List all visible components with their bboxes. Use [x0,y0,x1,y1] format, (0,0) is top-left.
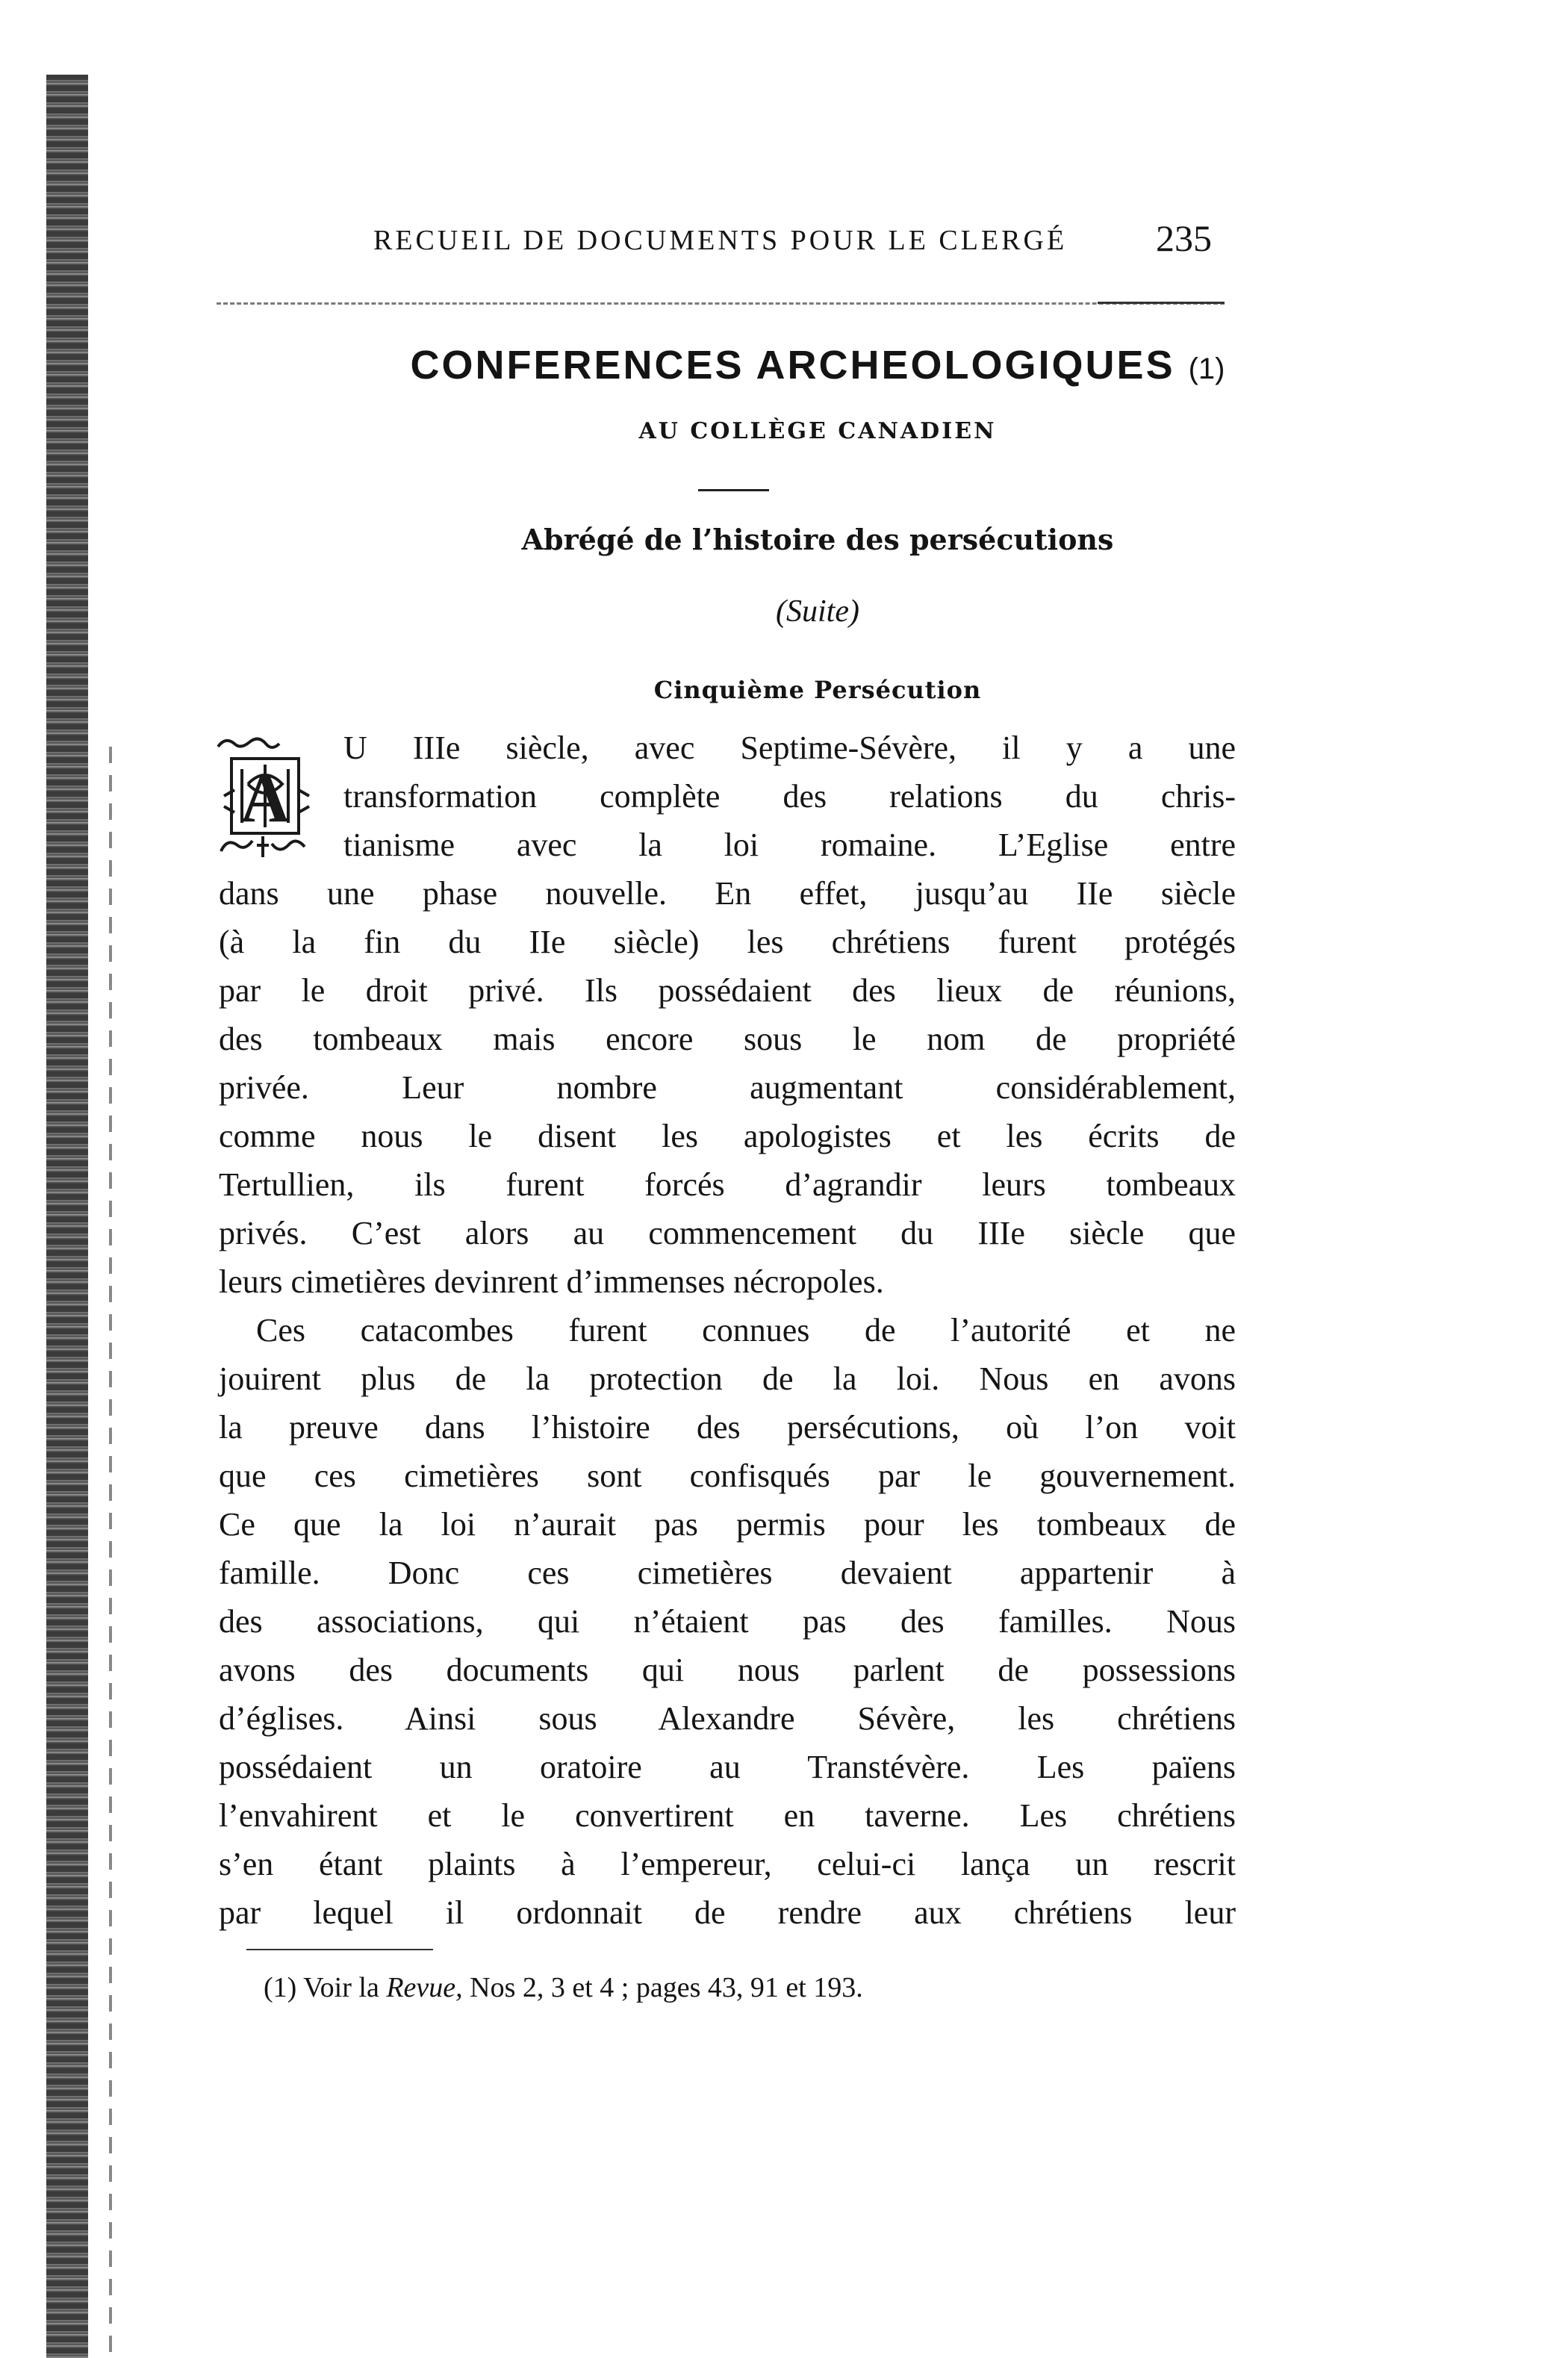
body-line: Ce que la loi n’aurait pas permis pour les tombeaux de [219,1506,1236,1543]
subtitle: AU COLLÈGE CANADIEN [638,418,997,444]
header-rule-segment [1098,302,1225,304]
body-line: dans une phase nouvelle. En effet, jusqu’au IIe siècle [219,875,1236,912]
footnote-rule [246,1949,433,1950]
body-line: jouirent plus de la protection de la loi. Nous en avons [219,1360,1236,1397]
body-line: des tombeaux mais encore sous le nom de propriété [219,1021,1236,1057]
section-heading: Abrégé de l’histoire des persécutions [521,523,1114,556]
body-line: (à la fin du IIe siècle) les chrétiens furent protégés [219,924,1236,960]
footnote [264,1971,863,2004]
body-line: Ces catacombes furent connues de l’autorité et ne [256,1312,1236,1348]
title-divider [698,489,769,491]
ornamental-dropcap [211,732,323,874]
body-line: par lequel il ordonnait de rendre aux chrétiens leur [219,1894,1236,1931]
body-line: U IIIe siècle, avec Septime-Sévère, il y a une [343,730,1236,766]
footnote-journal: Revue, [386,1972,463,2003]
persecution-heading: Cinquième Persécution [653,676,982,704]
body-line: possédaient un oratoire au Transtévère. Les païens [219,1749,1236,1785]
running-head: RECUEIL DE DOCUMENTS POUR LE CLERGÉ [373,225,1068,256]
body-line: la preuve dans l’histoire des persécutions, où l’on voit [219,1409,1236,1446]
title-footnote-ref: (1) [1188,352,1225,385]
body-line: l’envahirent et le convertirent en taverne. Les chrétiens [219,1797,1236,1834]
body-line: famille. Donc ces cimetières devaient appartenir à [219,1555,1236,1591]
body-line: que ces cimetières sont confisqués par le gouvernement. [219,1458,1236,1494]
header-rule [217,302,1225,305]
body-line: transformation complète des relations du chris- [343,778,1236,815]
suite-label: (Suite) [776,594,859,629]
body-line: privée. Leur nombre augmentant considérablement, [219,1069,1236,1106]
page-number: 235 [1156,217,1212,259]
body-line: leurs cimetières devinrent d’immenses nécropoles. [219,1263,884,1300]
body-line: Tertullien, ils furent forcés d’agrandir leurs tombeaux [219,1166,1236,1203]
title-text: CONFERENCES ARCHEOLOGIQUES [410,343,1175,388]
footnote-marker: (1) [264,1972,297,2003]
binding-shadow [109,747,112,2352]
body-line: comme nous le disent les apologistes et les écrits de [219,1118,1236,1154]
body-line: privés. C’est alors au commencement du IIIe siècle que [219,1215,1236,1251]
page-title [0,342,1568,388]
dropcap-letter: A [240,760,290,836]
footnote-text-before: Voir la [303,1972,379,2003]
body-line: avons des documents qui nous parlent de possessions [219,1652,1236,1688]
body-line: des associations, qui n’étaient pas des familles. Nous [219,1603,1236,1640]
body-line: tianisme avec la loi romaine. L’Eglise entre [343,827,1236,863]
body-line: d’églises. Ainsi sous Alexandre Sévère, les chrétiens [219,1700,1236,1737]
binding-edge [46,75,88,2358]
body-line: par le droit privé. Ils possédaient des lieux de réunions, [219,972,1236,1009]
footnote-text-after: Nos 2, 3 et 4 ; pages 43, 91 et 193. [470,1972,863,2003]
body-line: s’en étant plaints à l’empereur, celui-ci lança un rescrit [219,1846,1236,1882]
